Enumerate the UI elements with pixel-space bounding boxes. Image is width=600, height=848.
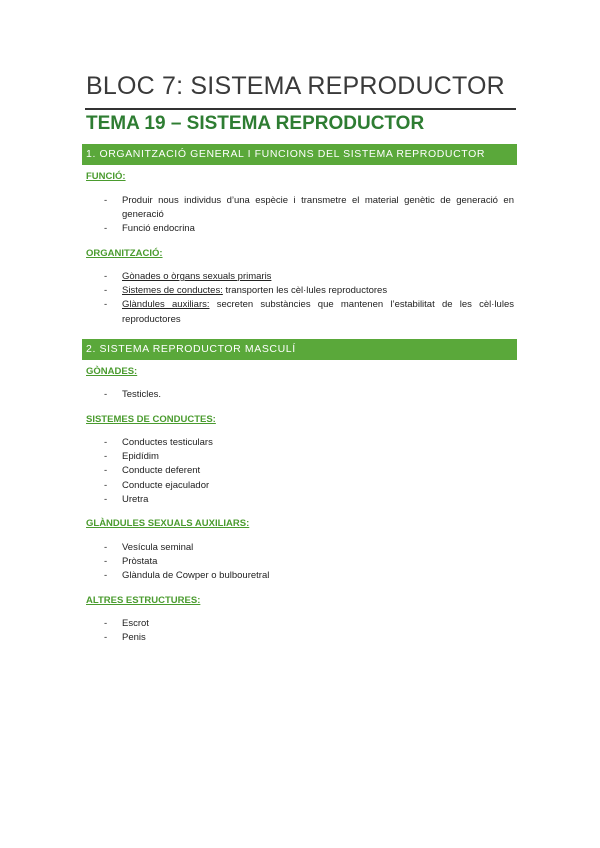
list-item: - Conductes testiculars	[104, 437, 213, 448]
list-item: - Uretra	[104, 493, 149, 505]
list-item: - Testicles.	[104, 389, 162, 400]
list-item: - Epidídim	[104, 451, 159, 463]
list-item: - Conducte deferent	[104, 465, 201, 477]
conductes-list	[104, 436, 514, 507]
list-item: - Penis	[104, 632, 146, 644]
gonades-heading: GÒNADES:	[86, 366, 138, 377]
list-item: - Vesícula seminal	[104, 542, 194, 553]
glandules-list	[104, 541, 514, 584]
list-item: - Conducte ejaculador	[104, 479, 210, 491]
glandules-heading: GLÀNDULES SEXUALS AUXILIARS:	[86, 518, 250, 529]
title-rule	[85, 108, 516, 110]
funcio-list	[104, 194, 514, 237]
list-item: - Glàndula de Cowper o bulbouretral	[104, 570, 270, 582]
funcio-heading: FUNCIÓ:	[86, 171, 126, 182]
list-item: - Gònades o òrgans sexuals primaris	[104, 271, 272, 282]
section-1-heading: 1. ORGANITZACIÓ GENERAL I FUNCIONS DEL SISTEMA REPRODUCTOR	[82, 144, 517, 165]
altres-heading: ALTRES ESTRUCTURES:	[86, 595, 201, 606]
list-item: - Funció endocrina	[104, 223, 195, 235]
list-item: - Sistemes de conductes: transporten les cèl·lules reproductores	[104, 285, 388, 297]
bloc-title: BLOC 7: SISTEMA REPRODUCTOR	[86, 72, 505, 100]
conductes-heading: SISTEMES DE CONDUCTES:	[86, 414, 216, 425]
organitzacio-list	[104, 270, 514, 327]
altres-list	[104, 617, 514, 645]
list-item: - Escrot	[104, 618, 149, 629]
tema-title: TEMA 19 – SISTEMA REPRODUCTOR	[86, 113, 425, 134]
organitzacio-heading: ORGANITZACIÓ:	[86, 248, 163, 259]
gonades-list	[104, 388, 514, 402]
list-item: - Pròstata	[104, 556, 158, 568]
section-2-heading: 2. SISTEMA REPRODUCTOR MASCULÍ	[82, 339, 517, 360]
list-item: - Glàndules auxiliars: secreten substàncies que mantenen l’estabilitat de les cèl·lules reproductores	[104, 299, 514, 325]
list-item: - Produir nous individus d’una espècie i transmetre el material genètic de generació en generació	[104, 195, 514, 221]
